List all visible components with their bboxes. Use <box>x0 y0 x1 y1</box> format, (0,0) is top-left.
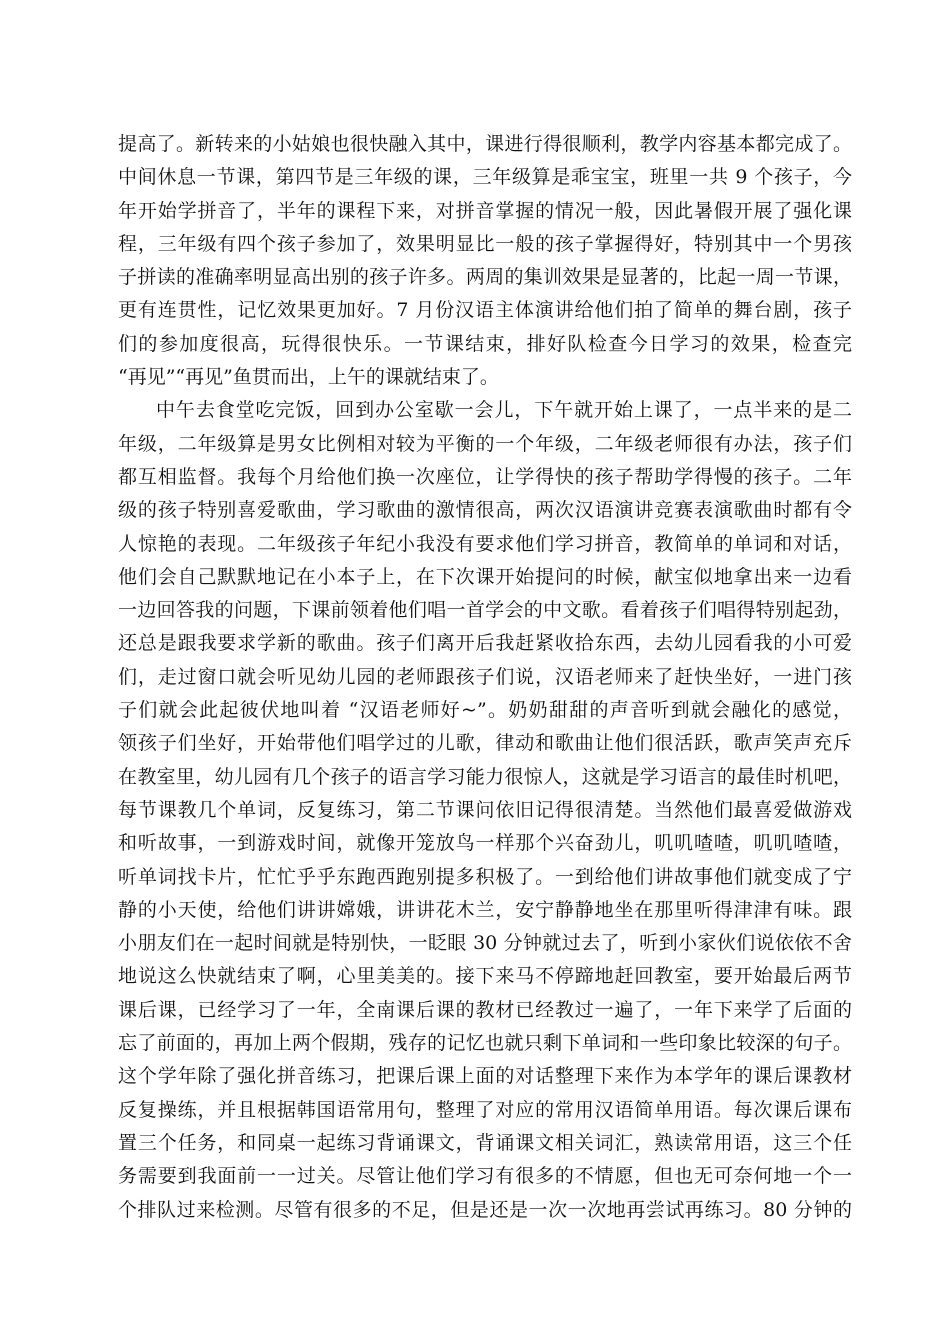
text-line: 小朋友们在一起时间就是特别快，一眨眼 30 分钟就过去了，听到小家伙们说依依不舍 <box>118 932 852 955</box>
text-line: 务需要到我面前一一过关。尽管让他们学习有很多的不情愿，但也无可奈何地一个一 <box>118 1165 852 1188</box>
text-line: 反复操练，并且根据韩国语常用句，整理了对应的常用汉语简单用语。每次课后课布 <box>118 1098 852 1121</box>
text-line: 置三个任务，和同桌一起练习背诵课文，背诵课文相关词汇，熟读常用语，这三个任 <box>118 1131 852 1154</box>
document-page <box>118 128 852 1227</box>
text-line: 中午去食堂吃完饭，回到办公室歇一会儿，下午就开始上课了，一点半来的是二 <box>156 399 852 422</box>
text-line: 更有连贯性，记忆效果更加好。7 月份汉语主体演讲给他们拍了简单的舞台剧，孩子 <box>118 299 852 322</box>
text-line: 级的孩子特别喜爱歌曲，学习歌曲的激情很高，两次汉语演讲竞赛表演歌曲时都有令 <box>118 499 852 522</box>
text-line: 年级，二年级算是男女比例相对较为平衡的一个年级，二年级老师很有办法，孩子们 <box>118 432 852 455</box>
text-line: 静的小天使，给他们讲讲嫦娥，讲讲花木兰，安宁静静地坐在那里听得津津有味。跟 <box>118 898 852 921</box>
text-line: 子们就会此起彼伏地叫着 “汉语老师好~”。奶奶甜甜的声音听到就会融化的感觉， <box>118 699 852 722</box>
text-line: 每节课教几个单词，反复练习，第二节课问依旧记得很清楚。当然他们最喜爱做游戏 <box>118 798 852 821</box>
text-line: 年开始学拼音了，半年的课程下来，对拼音掌握的情况一般，因此暑假开展了强化课 <box>118 199 852 222</box>
text-line: 和听故事，一到游戏时间，就像开笼放鸟一样那个兴奋劲儿，叽叽喳喳，叽叽喳喳， <box>118 832 852 855</box>
text-line: 个排队过来检测。尽管有很多的不足，但是还是一次一次地再尝试再练习。80 分钟的 <box>118 1198 852 1221</box>
text-line: 中间休息一节课，第四节是三年级的课，三年级算是乖宝宝，班里一共 9 个孩子，今 <box>118 166 852 189</box>
text-line: 还总是跟我要求学新的歌曲。孩子们离开后我赶紧收拾东西，去幼儿园看我的小可爱 <box>118 632 852 655</box>
text-line: 都互相监督。我每个月给他们换一次座位，让学得快的孩子帮助学得慢的孩子。二年 <box>118 465 852 488</box>
text-line: 领孩子们坐好，开始带他们唱学过的儿歌，律动和歌曲让他们很活跃，歌声笑声充斥 <box>118 732 852 755</box>
text-line: 们，走过窗口就会听见幼儿园的老师跟孩子们说，汉语老师来了赶快坐好，一进门孩 <box>118 665 852 688</box>
text-line: 一边回答我的问题，下课前领着他们唱一首学会的中文歌。看着孩子们唱得特别起劲， <box>118 599 852 622</box>
text-line: 子拼读的准确率明显高出别的孩子许多。两周的集训效果是显著的，比起一周一节课， <box>118 266 852 289</box>
text-line: “再见”“再见”鱼贯而出，上午的课就结束了。 <box>118 366 499 389</box>
text-line: 提高了。新转来的小姑娘也很快融入其中，课进行得很顺利，教学内容基本都完成了。 <box>118 133 852 155</box>
text-line: 课后课，已经学习了一年，全南课后课的教材已经教过一遍了，一年下来学了后面的 <box>118 998 852 1021</box>
text-line: 程，三年级有四个孩子参加了，效果明显比一般的孩子掌握得好，特别其中一个男孩 <box>118 232 852 255</box>
text-line: 人惊艳的表现。二年级孩子年纪小我没有要求他们学习拼音，教简单的单词和对话， <box>118 532 852 555</box>
text-line: 他们会自己默默地记在小本子上，在下次课开始提问的时候，献宝似地拿出来一边看 <box>118 565 852 588</box>
text-line: 听单词找卡片，忙忙乎乎东跑西跑别提多积极了。一到给他们讲故事他们就变成了宁 <box>118 865 852 888</box>
text-line: 在教室里，幼儿园有几个孩子的语言学习能力很惊人，这就是学习语言的最佳时机吧， <box>118 765 852 788</box>
text-line: 这个学年除了强化拼音练习，把课后课上面的对话整理下来作为本学年的课后课教材 <box>118 1065 852 1088</box>
text-line: 地说这么快就结束了啊，心里美美的。接下来马不停蹄地赶回教室，要开始最后两节 <box>118 965 852 988</box>
text-line: 们的参加度很高，玩得很快乐。一节课结束，排好队检查今日学习的效果，检查完 <box>118 332 852 355</box>
text-line: 忘了前面的，再加上两个假期，残存的记忆也就只剩下单词和一些印象比较深的句子。 <box>118 1032 852 1055</box>
